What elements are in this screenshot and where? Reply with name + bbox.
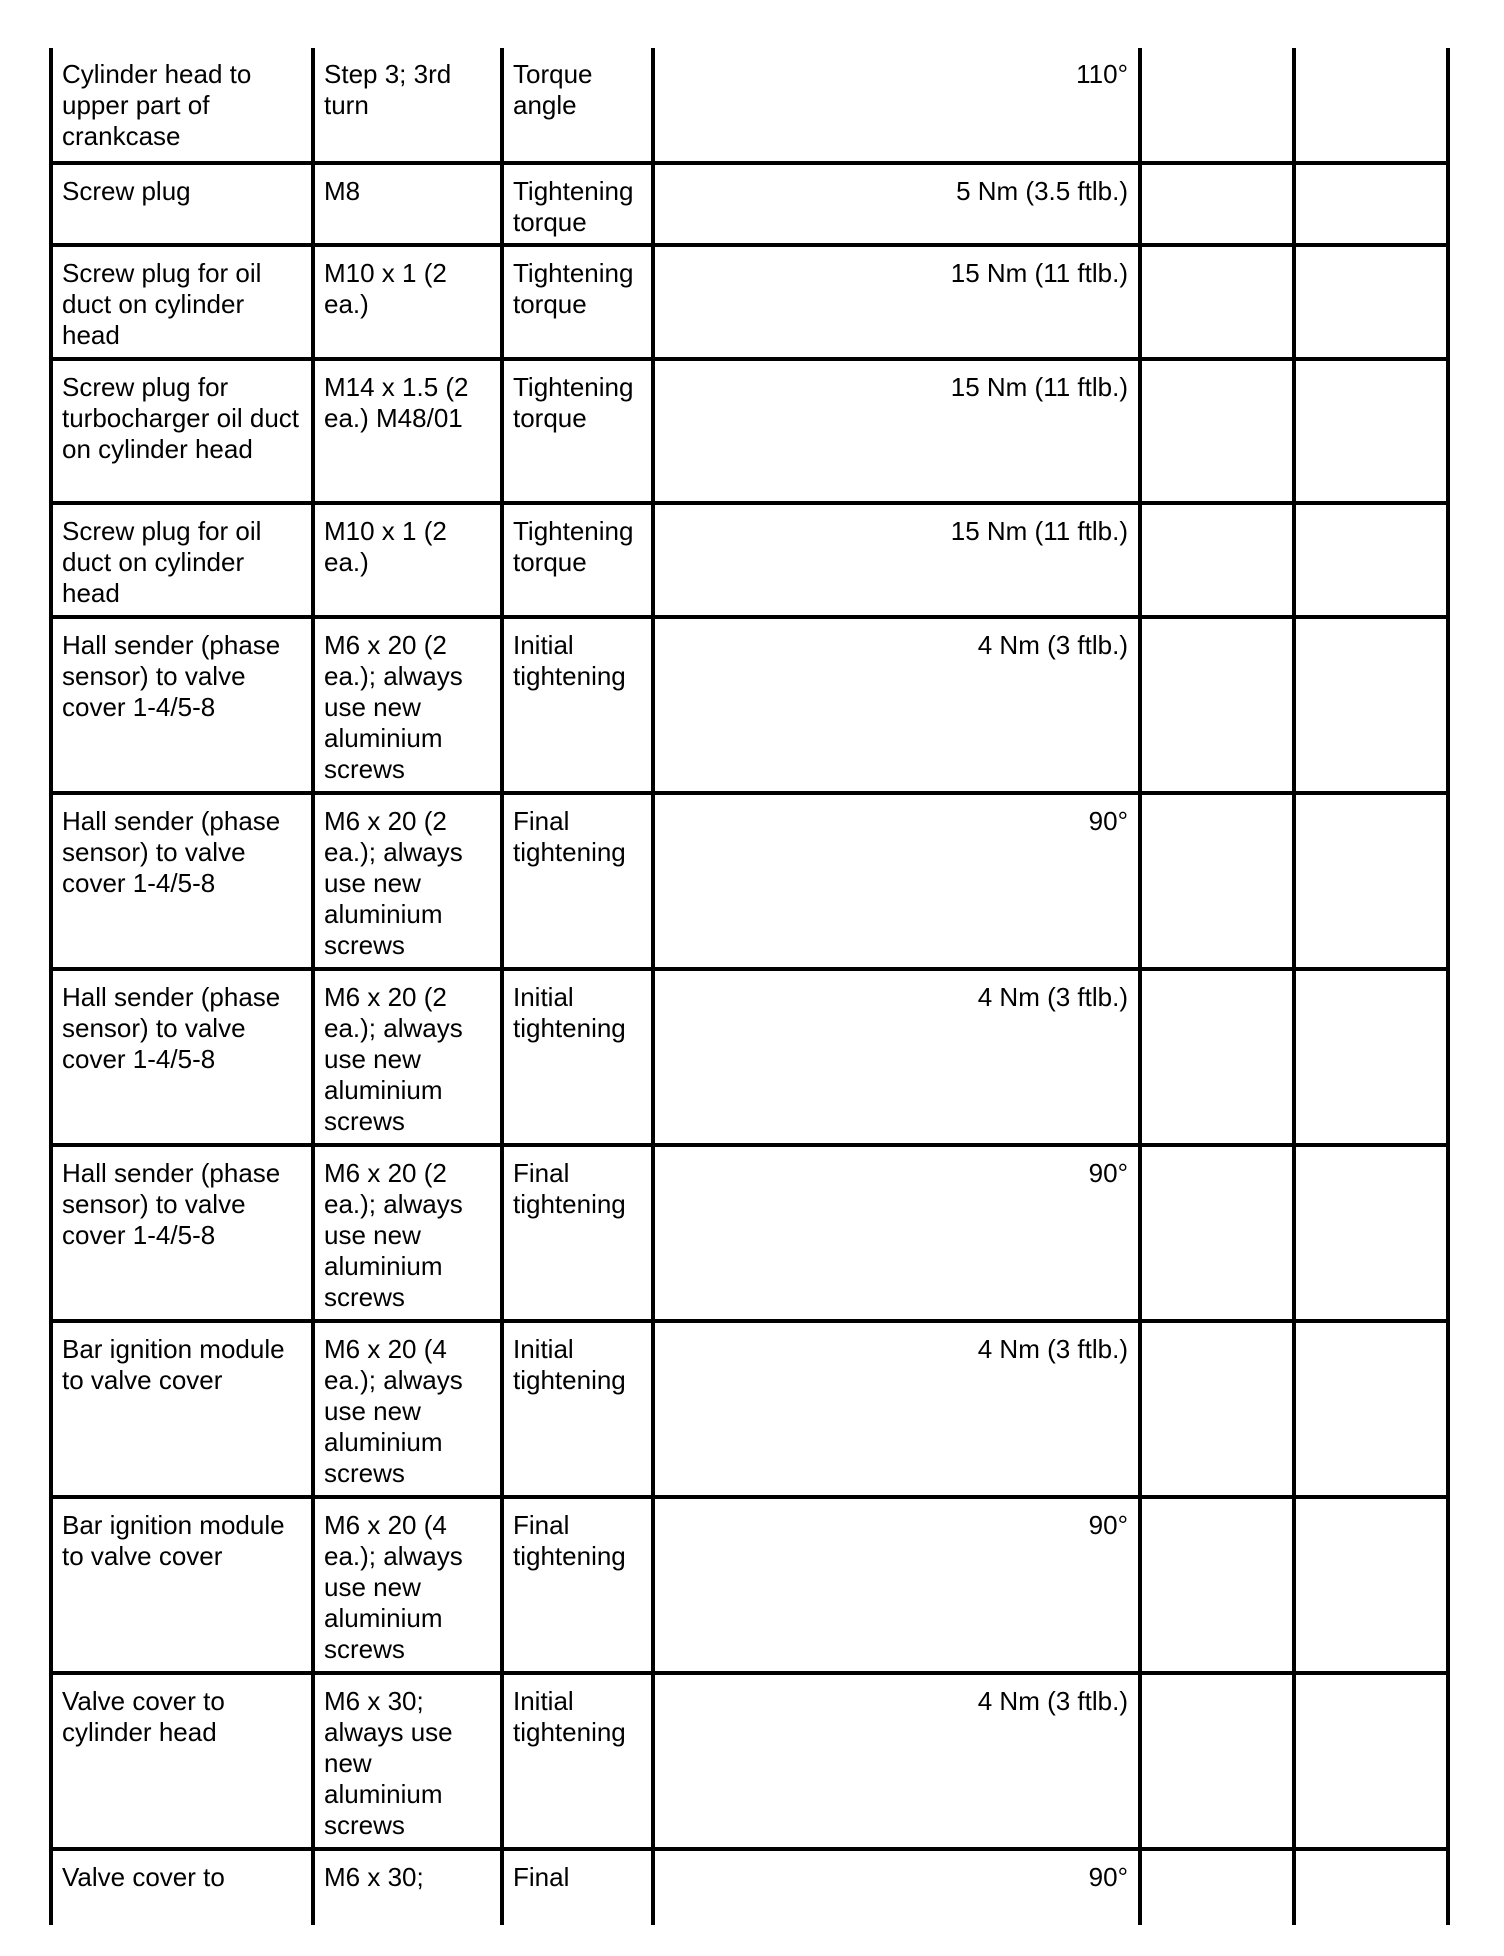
type-cell: Initial tightening xyxy=(502,1673,653,1849)
empty-cell xyxy=(1294,1321,1448,1497)
component-cell: Cylinder head to upper part of crankcase xyxy=(51,48,313,163)
spec-cell: M6 x 20 (2 ea.); always use new aluminium screws xyxy=(313,793,502,969)
type-cell: Initial tightening xyxy=(502,1321,653,1497)
empty-cell xyxy=(1140,1145,1294,1321)
value-cell: 4 Nm (3 ftlb.) xyxy=(653,969,1140,1145)
spec-cell: M6 x 20 (2 ea.); always use new aluminium screws xyxy=(313,1145,502,1321)
empty-cell xyxy=(1140,245,1294,359)
value-cell: 110° xyxy=(653,48,1140,163)
empty-cell xyxy=(1140,503,1294,617)
spec-cell: M6 x 20 (2 ea.); always use new aluminium screws xyxy=(313,969,502,1145)
table-row xyxy=(51,1673,1448,1849)
empty-cell xyxy=(1140,617,1294,793)
component-cell: Screw plug xyxy=(51,163,313,245)
empty-cell xyxy=(1294,793,1448,969)
empty-cell xyxy=(1294,48,1448,163)
table-row xyxy=(51,359,1448,503)
type-cell: Initial tightening xyxy=(502,969,653,1145)
component-cell: Bar ignition module to valve cover xyxy=(51,1497,313,1673)
empty-cell xyxy=(1294,245,1448,359)
type-cell: Tightening torque xyxy=(502,245,653,359)
empty-cell xyxy=(1294,617,1448,793)
component-cell: Bar ignition module to valve cover xyxy=(51,1321,313,1497)
table-row xyxy=(51,793,1448,969)
component-cell: Screw plug for oil duct on cylinder head xyxy=(51,245,313,359)
empty-cell xyxy=(1294,503,1448,617)
spec-cell: M10 x 1 (2 ea.) xyxy=(313,245,502,359)
type-cell: Final tightening xyxy=(502,1497,653,1673)
empty-cell xyxy=(1140,1673,1294,1849)
value-cell: 15 Nm (11 ftlb.) xyxy=(653,503,1140,617)
table-row xyxy=(51,617,1448,793)
spec-cell: Step 3; 3rd turn xyxy=(313,48,502,163)
table-row xyxy=(51,503,1448,617)
empty-cell xyxy=(1140,1497,1294,1673)
empty-cell xyxy=(1294,1497,1448,1673)
table-row xyxy=(51,1497,1448,1673)
component-cell: Hall sender (phase sensor) to valve cover 1-4/5-8 xyxy=(51,617,313,793)
empty-cell xyxy=(1140,969,1294,1145)
value-cell: 4 Nm (3 ftlb.) xyxy=(653,1321,1140,1497)
value-cell: 15 Nm (11 ftlb.) xyxy=(653,359,1140,503)
value-cell: 5 Nm (3.5 ftlb.) xyxy=(653,163,1140,245)
type-cell: Tightening torque xyxy=(502,163,653,245)
table-row xyxy=(51,1321,1448,1497)
table-row xyxy=(51,48,1448,163)
value-cell: 90° xyxy=(653,1145,1140,1321)
empty-cell xyxy=(1140,48,1294,163)
table-row xyxy=(51,969,1448,1145)
empty-cell xyxy=(1140,1321,1294,1497)
spec-cell: M6 x 20 (4 ea.); always use new aluminium screws xyxy=(313,1321,502,1497)
spec-cell: M6 x 30; always use new aluminium screws xyxy=(313,1673,502,1849)
spec-cell: M10 x 1 (2 ea.) xyxy=(313,503,502,617)
spec-cell: M8 xyxy=(313,163,502,245)
empty-cell xyxy=(1294,1145,1448,1321)
type-cell: Final xyxy=(502,1849,653,1925)
empty-cell xyxy=(1294,359,1448,503)
type-cell: Final tightening xyxy=(502,1145,653,1321)
empty-cell xyxy=(1140,1849,1294,1925)
table-row xyxy=(51,1849,1448,1925)
type-cell: Final tightening xyxy=(502,793,653,969)
empty-cell xyxy=(1294,969,1448,1145)
component-cell: Valve cover to xyxy=(51,1849,313,1925)
empty-cell xyxy=(1140,359,1294,503)
component-cell: Hall sender (phase sensor) to valve cover 1-4/5-8 xyxy=(51,1145,313,1321)
empty-cell xyxy=(1294,1849,1448,1925)
component-cell: Screw plug for oil duct on cylinder head xyxy=(51,503,313,617)
empty-cell xyxy=(1294,163,1448,245)
component-cell: Hall sender (phase sensor) to valve cover 1-4/5-8 xyxy=(51,969,313,1145)
torque-spec-table xyxy=(49,48,1450,1925)
component-cell: Screw plug for turbocharger oil duct on cylinder head xyxy=(51,359,313,503)
value-cell: 90° xyxy=(653,1849,1140,1925)
type-cell: Torque angle xyxy=(502,48,653,163)
table-row xyxy=(51,163,1448,245)
spec-cell: M6 x 20 (2 ea.); always use new aluminium screws xyxy=(313,617,502,793)
component-cell: Valve cover to cylinder head xyxy=(51,1673,313,1849)
empty-cell xyxy=(1294,1673,1448,1849)
value-cell: 90° xyxy=(653,793,1140,969)
table-row xyxy=(51,245,1448,359)
type-cell: Initial tightening xyxy=(502,617,653,793)
value-cell: 4 Nm (3 ftlb.) xyxy=(653,617,1140,793)
value-cell: 15 Nm (11 ftlb.) xyxy=(653,245,1140,359)
empty-cell xyxy=(1140,163,1294,245)
spec-cell: M6 x 20 (4 ea.); always use new aluminium screws xyxy=(313,1497,502,1673)
spec-cell: M6 x 30; xyxy=(313,1849,502,1925)
value-cell: 90° xyxy=(653,1497,1140,1673)
component-cell: Hall sender (phase sensor) to valve cover 1-4/5-8 xyxy=(51,793,313,969)
type-cell: Tightening torque xyxy=(502,359,653,503)
table-row xyxy=(51,1145,1448,1321)
empty-cell xyxy=(1140,793,1294,969)
spec-cell: M14 x 1.5 (2 ea.) M48/01 xyxy=(313,359,502,503)
value-cell: 4 Nm (3 ftlb.) xyxy=(653,1673,1140,1849)
type-cell: Tightening torque xyxy=(502,503,653,617)
